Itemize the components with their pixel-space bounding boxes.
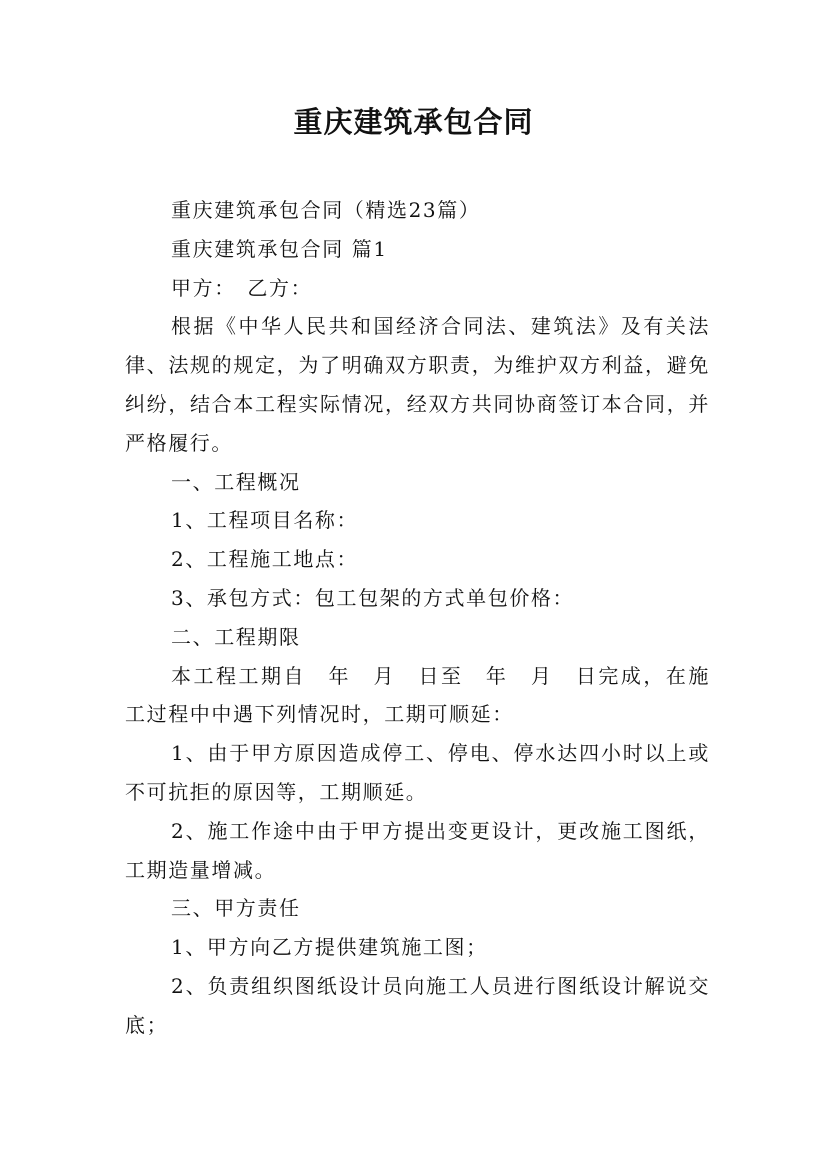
paragraph-period-text: 本工程工期自 年 月 日至 年 月 日完成，在施工过程中中遇下列情况时，工期可顺延：	[125, 663, 710, 727]
document-body	[125, 191, 710, 1045]
paragraph-item: 1、甲方向乙方提供建筑施工图；	[171, 935, 488, 960]
paragraph-item: 3、承包方式：包工包架的方式单包价格：	[171, 585, 575, 610]
paragraph-heading-overview: 一、工程概况	[171, 469, 301, 494]
paragraph-preamble: 根据《中华人民共和国经济合同法、建筑法》及有关法律、法规的规定，为了明确双方职责，为维护双方利益，避免纠纷，结合本工程实际情况，经双方共同协商签订本合同，并严格履行。	[125, 314, 710, 455]
paragraph-item: 2、负责组织图纸设计员向施工人员进行图纸设计解说交底；	[125, 973, 710, 1037]
paragraph-subtitle: 重庆建筑承包合同（精选23篇）	[171, 198, 481, 222]
paragraph-section-heading: 重庆建筑承包合同 篇1	[171, 236, 388, 261]
paragraph-item: 2、工程施工地点：	[171, 547, 359, 572]
paragraph-heading-party-a: 三、甲方责任	[171, 896, 301, 921]
paragraph-item: 1、由于甲方原因造成停工、停电、停水达四小时以上或不可抗拒的原因等，工期顺延。	[125, 741, 710, 804]
paragraph-item: 1、工程项目名称：	[171, 508, 359, 533]
document-title: 重庆建筑承包合同	[293, 105, 534, 139]
paragraph-parties: 甲方： 乙方：	[171, 275, 313, 300]
paragraph-heading-period: 二、工程期限	[171, 624, 301, 649]
paragraph-item: 2、施工作途中由于甲方提出变更设计，更改施工图纸，工期造量增减。	[125, 818, 710, 882]
